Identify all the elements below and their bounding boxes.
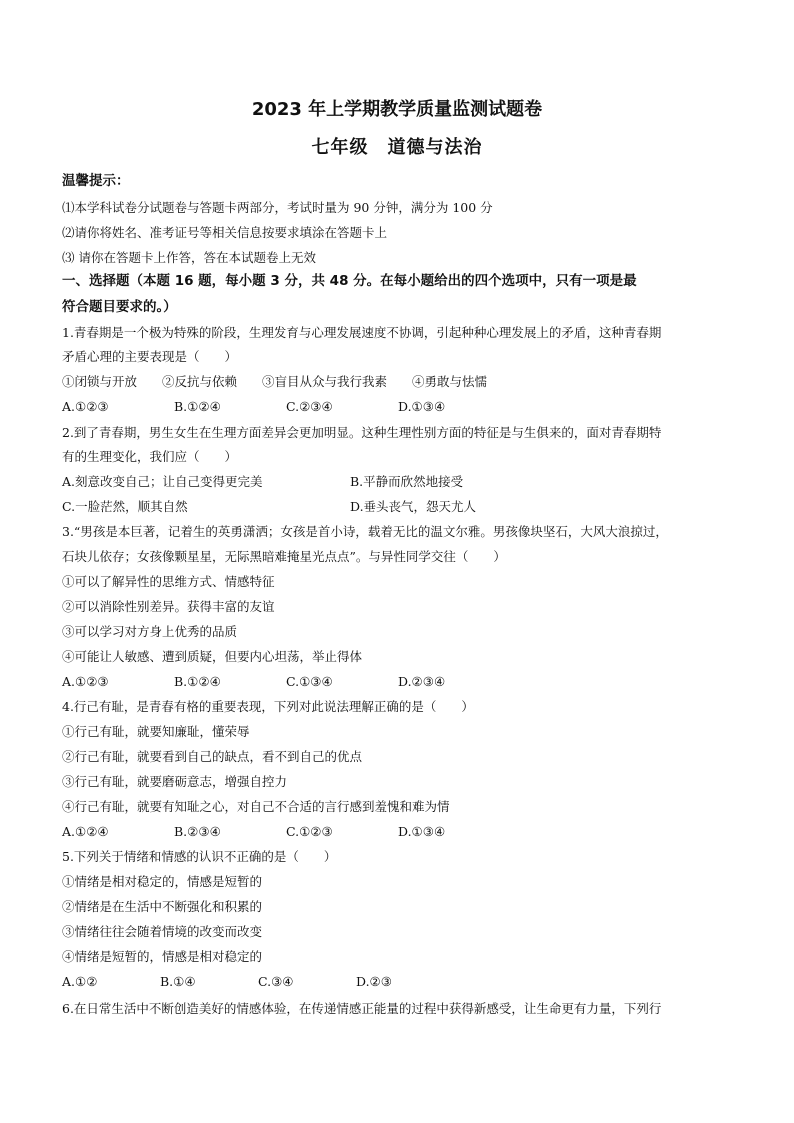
option-b: B.②③④ bbox=[174, 824, 221, 839]
option-b: B.①②④ bbox=[174, 674, 221, 689]
option-a: A.①② bbox=[62, 974, 98, 989]
section-heading-cont: 符合题目要求的。） bbox=[62, 299, 177, 315]
section-heading: 一、选择题（本题 16 题，每小题 3 分，共 48 分。在每小题给出的四个选项中，只有一项是最 bbox=[62, 273, 637, 289]
exam-subtitle: 七年级 道德与法治 bbox=[311, 137, 483, 158]
question-stem: 5.下列关于情绪和情感的认识不正确的是（ ） bbox=[62, 849, 337, 864]
option-c: C.①②③ bbox=[286, 824, 333, 839]
statement: ③可以学习对方身上优秀的品质 bbox=[62, 624, 238, 639]
statement: ②情绪是在生活中不断强化和积累的 bbox=[62, 899, 263, 914]
question-stem: 1.青春期是一个极为特殊的阶段，生理发育与心理发展速度不协调，引起种种心理发展上的矛盾，这种青春期 bbox=[62, 325, 662, 340]
option-c: C.③④ bbox=[258, 974, 294, 989]
question-stem: 有的生理变化，我们应（ ） bbox=[62, 449, 238, 464]
question-stem: 矛盾心理的主要表现是（ ） bbox=[62, 349, 238, 364]
option-b: B.平静而欣然地接受 bbox=[350, 474, 464, 489]
option-c: C.②③④ bbox=[286, 399, 333, 414]
statement: ②行己有耻，就要看到自己的缺点，看不到自己的优点 bbox=[62, 749, 363, 764]
question-stem: 6.在日常生活中不断创造美好的情感体验，在传递情感正能量的过程中获得新感受，让生命更有力量，下列行 bbox=[62, 1001, 662, 1016]
option-d: D.垂头丧气，怨天尤人 bbox=[350, 499, 477, 514]
tip-item: ⑵请你将姓名、准考证号等相关信息按要求填涂在答题卡上 bbox=[62, 225, 388, 240]
option-a: A.①②③ bbox=[62, 399, 109, 414]
option-b: B.①②④ bbox=[174, 399, 221, 414]
option-c: C.①③④ bbox=[286, 674, 333, 689]
statement: ②可以消除性别差异。获得丰富的友谊 bbox=[62, 599, 275, 614]
option-d: D.②③④ bbox=[398, 674, 446, 689]
option-c: C.一脸茫然，顺其自然 bbox=[62, 499, 188, 514]
tips-heading: 温馨提示： bbox=[62, 173, 130, 189]
option-a: A.①②③ bbox=[62, 674, 109, 689]
statement: ④可能让人敏感、遭到质疑，但要内心坦荡，举止得体 bbox=[62, 649, 363, 664]
question-stem: 3.“男孩是本巨著，记着生的英勇潇洒；女孩是首小诗，载着无比的温文尔雅。男孩像块坚石，大风大浪掠过， bbox=[62, 524, 668, 539]
statement: ③情绪往往会随着情境的改变而改变 bbox=[62, 924, 263, 939]
statement: ①行己有耻，就要知廉耻，懂荣辱 bbox=[62, 724, 250, 739]
question-stem: 4.行己有耻，是青春有格的重要表现，下列对此说法理解正确的是（ ） bbox=[62, 699, 474, 714]
option-d: D.①③④ bbox=[398, 399, 446, 414]
option-d: D.①③④ bbox=[398, 824, 446, 839]
statement: ①可以了解异性的思维方式、情感特征 bbox=[62, 574, 275, 589]
statement: ④情绪是短暂的，情感是相对稳定的 bbox=[62, 949, 263, 964]
statement: ③行己有耻，就要磨砺意志，增强自控力 bbox=[62, 774, 288, 789]
tip-item: ⑶ 请你在答题卡上作答，答在本试题卷上无效 bbox=[62, 250, 316, 265]
statement: ①情绪是相对稳定的，情感是短暂的 bbox=[62, 874, 263, 889]
option-d: D.②③ bbox=[356, 974, 392, 989]
tip-item: ⑴本学科试卷分试题卷与答题卡两部分，考试时量为 90 分钟，满分为 100 分 bbox=[62, 200, 493, 215]
question-stem: 石块儿依存；女孩像颗星星，无际黑暗难掩星光点点”。与异性同学交往（ ） bbox=[62, 549, 506, 564]
option-a: A.刻意改变自己；让自己变得更完美 bbox=[62, 474, 263, 489]
option-b: B.①④ bbox=[160, 974, 196, 989]
question-stem: 2.到了青春期，男生女生在生理方面差异会更加明显。这种生理性别方面的特征是与生俱来的，面对青春期特 bbox=[62, 425, 662, 440]
statement: ④行己有耻，就要有知耻之心，对自己不合适的言行感到羞愧和难为情 bbox=[62, 799, 450, 814]
option-a: A.①②④ bbox=[62, 824, 109, 839]
question-statements: ①闭锁与开放 ②反抗与依赖 ③盲目从众与我行我素 ④勇敢与怯懦 bbox=[62, 374, 488, 389]
exam-title: 2023 年上学期教学质量监测试题卷 bbox=[251, 99, 543, 120]
